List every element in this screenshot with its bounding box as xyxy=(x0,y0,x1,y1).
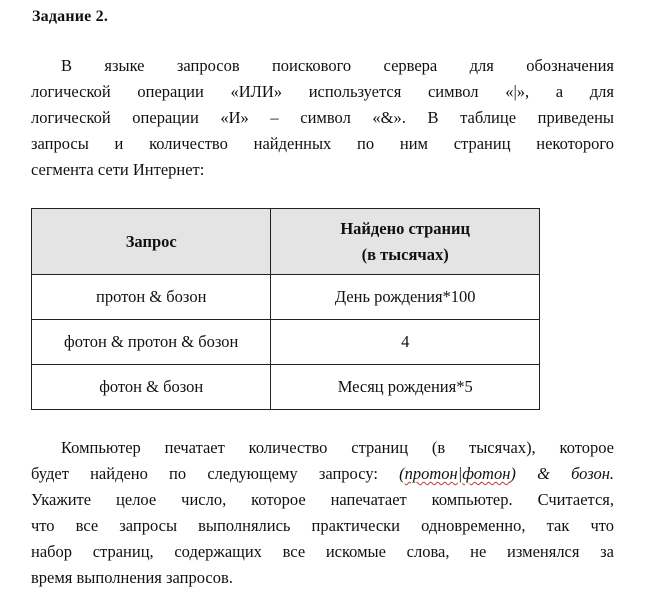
header-found xyxy=(271,209,540,275)
cell-found: Месяц рождения*5 xyxy=(271,365,540,410)
target-query xyxy=(399,464,614,483)
intro-line: запросы и количество найденных по ним страниц некоторого xyxy=(31,134,614,153)
query-table xyxy=(31,208,540,410)
header-found-line2: (в тысячах) xyxy=(361,244,449,264)
question-line: время выполнения запросов. xyxy=(31,568,233,587)
cell-found: День рождения*100 xyxy=(271,275,540,320)
task-title: Задание 2. xyxy=(32,8,109,25)
question-prefix: будет найдено по следующему запросу: xyxy=(31,464,400,483)
intro-line: сегмента сети Интернет: xyxy=(31,160,205,179)
query-or-symbol: | xyxy=(457,464,463,483)
query-open-paren: ( xyxy=(399,464,405,483)
cell-query: фотон & бозон xyxy=(32,365,271,410)
table-row xyxy=(32,320,540,365)
table-header-row xyxy=(32,209,540,275)
question-line: что все запросы выполнялись практически одновременно, так что xyxy=(31,516,614,535)
header-query: Запрос xyxy=(32,209,271,275)
query-word-2: фотон xyxy=(462,464,511,483)
question-line: Укажите целое число, которое напечатает компьютер. Считается, xyxy=(31,490,614,509)
table-row xyxy=(32,365,540,410)
cell-query: протон & бозон xyxy=(32,275,271,320)
intro-line: логической операции «ИЛИ» используется символ «|», а для xyxy=(31,82,614,101)
cell-found: 4 xyxy=(271,320,540,365)
question-line-with-query xyxy=(31,461,614,487)
cell-query: фотон & протон & бозон xyxy=(32,320,271,365)
intro-line: логической операции «И» – символ «&». В таблице приведены xyxy=(31,108,614,127)
query-rest: & бозон. xyxy=(515,464,615,483)
table-row xyxy=(32,275,540,320)
query-word-1: протон xyxy=(404,464,458,483)
question-line: Компьютер печатает количество страниц (в тысячах), которое xyxy=(61,438,614,457)
intro-paragraph xyxy=(31,53,614,183)
intro-line: В языке запросов поискового сервера для обозначения xyxy=(61,56,614,75)
query-close-paren: ) xyxy=(510,464,516,483)
header-found-line1: Найдено страниц xyxy=(340,218,471,238)
question-line: набор страниц, содержащих все искомые слова, не изменялся за xyxy=(31,542,614,561)
question-paragraph xyxy=(31,435,614,591)
